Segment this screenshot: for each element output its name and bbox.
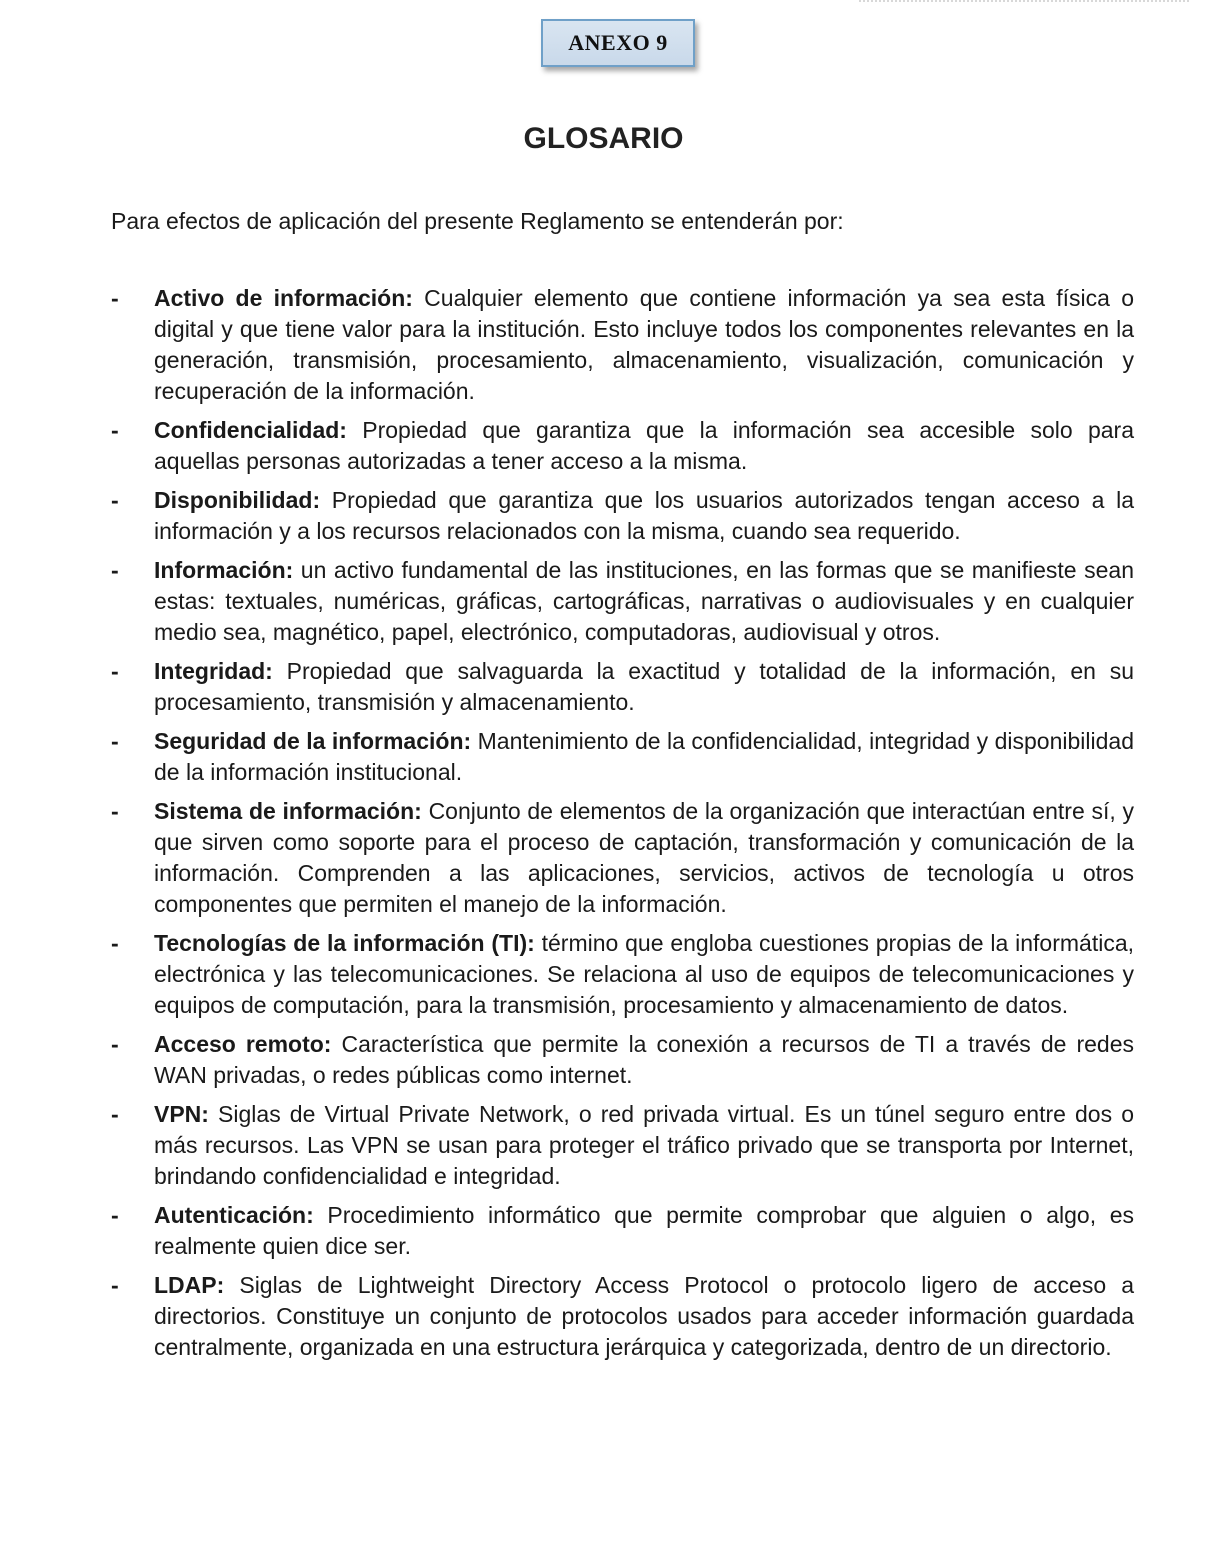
bullet-dash: -	[111, 557, 119, 583]
glossary-term: Confidencialidad:	[154, 417, 347, 443]
glossary-term: Acceso remoto:	[154, 1031, 332, 1057]
glossary-definition: Cualquier elemento que contiene información ya sea esta física o digital y que tiene valor para la institución. Esto incluye todos los componentes relevantes en la generación, transmisión, procesamiento, almacenamiento, visualización, comunicación y recuperación de la información.	[154, 285, 1134, 404]
glossary-definition: Siglas de Virtual Private Network, o red privada virtual. Es un túnel seguro entre dos o más recursos. Las VPN se usan para proteger el tráfico privado que se transporta por Internet, brindando confidencialidad e integridad.	[154, 1101, 1134, 1189]
glossary-term: Integridad:	[154, 658, 273, 684]
bullet-dash: -	[111, 417, 119, 443]
glossary-entry-text	[154, 726, 1134, 788]
glossary-definition: Propiedad que garantiza que la información sea accesible solo para aquellas personas autorizadas a tener acceso a la misma.	[154, 417, 1134, 474]
bullet-dash: -	[111, 487, 119, 513]
bullet-dash: -	[111, 728, 119, 754]
glossary-definition: Propiedad que salvaguarda la exactitud y totalidad de la información, en su procesamiento, transmisión y almacenamiento.	[154, 658, 1134, 715]
bullet-dash: -	[111, 930, 119, 956]
bullet-dash: -	[111, 1101, 119, 1127]
glossary-entry	[111, 1270, 1134, 1363]
glossary-term: LDAP:	[154, 1272, 225, 1298]
glossary-definition: Conjunto de elementos de la organización que interactúan entre sí, y que sirven como soporte para el proceso de captación, transformación y comunicación de la información. Comprenden a las aplicaciones, servicios, activos de tecnología u otros componentes que permiten el manejo de la información.	[154, 798, 1135, 917]
glossary-entry	[111, 1200, 1134, 1262]
intro-paragraph: Para efectos de aplicación del presente Reglamento se entenderán por:	[111, 208, 844, 234]
bullet-dash: -	[111, 285, 119, 311]
glossary-term: Sistema de información:	[154, 798, 422, 824]
page-title: GLOSARIO	[523, 122, 684, 155]
glossary-entry	[111, 485, 1134, 547]
glossary-entry	[111, 796, 1134, 920]
glossary-term: Activo de información:	[154, 285, 413, 311]
glossary-entry-text	[154, 928, 1134, 1021]
glossary-entry	[111, 1029, 1134, 1091]
glossary-term: Autenticación:	[154, 1202, 314, 1228]
glossary-list	[111, 283, 1134, 1371]
glossary-entry	[111, 1099, 1134, 1192]
bullet-dash: -	[111, 1272, 119, 1298]
glossary-definition: un activo fundamental de las instituciones, en las formas que se manifieste sean estas: textuales, numéricas, gráficas, cartográficas, narrativas o audiovisuales y en cualquier medio sea, magnético, papel, electrónico, computadoras, audiovisual y otros.	[154, 557, 1134, 645]
glossary-entry-text	[154, 1200, 1134, 1262]
glossary-definition: término que engloba cuestiones propias de la informática, electrónica y las telecomunicaciones. Se relaciona al uso de equipos de telecomunicaciones y equipos de computación, para la transmisión, procesamiento y almacenamiento de datos.	[154, 930, 1134, 1018]
glossary-entry-text	[154, 1099, 1134, 1192]
bullet-dash: -	[111, 1031, 119, 1057]
bullet-dash: -	[111, 1202, 119, 1228]
annex-label-box	[541, 19, 695, 67]
glossary-entry-text	[154, 796, 1134, 920]
glossary-term: VPN:	[154, 1101, 209, 1127]
glossary-entry	[111, 656, 1134, 718]
glossary-term: Tecnologías de la información (TI):	[154, 930, 535, 956]
glossary-entry	[111, 283, 1134, 407]
glossary-definition: Propiedad que garantiza que los usuarios autorizados tengan acceso a la información y a los recursos relacionados con la misma, cuando sea requerido.	[154, 487, 1134, 544]
glossary-term: Seguridad de la información:	[154, 728, 472, 754]
glossary-term: Información:	[154, 557, 294, 583]
glossary-definition: Siglas de Lightweight Directory Access Protocol o protocolo ligero de acceso a directorios. Constituye un conjunto de protocolos usados para acceder información guardada centralmente, organizada en una estructura jerárquica y categorizada, dentro de un directorio.	[154, 1272, 1134, 1360]
glossary-entry	[111, 555, 1134, 648]
annex-label: ANEXO 9	[568, 30, 668, 55]
glossary-entry-text	[154, 283, 1134, 407]
glossary-entry	[111, 415, 1134, 477]
glossary-term: Disponibilidad:	[154, 487, 321, 513]
glossary-entry	[111, 726, 1134, 788]
glossary-entry-text	[154, 415, 1134, 477]
header-dotted-line	[859, 0, 1189, 2]
glossary-definition: Mantenimiento de la confidencialidad, integridad y disponibilidad de la información institucional.	[154, 728, 1134, 785]
glossary-entry-text	[154, 555, 1134, 648]
glossary-entry-text	[154, 656, 1134, 718]
glossary-entry	[111, 928, 1134, 1021]
glossary-entry-text	[154, 1270, 1134, 1363]
glossary-entry-text	[154, 1029, 1134, 1091]
glossary-entry-text	[154, 485, 1134, 547]
bullet-dash: -	[111, 658, 119, 684]
glossary-definition: Característica que permite la conexión a recursos de TI a través de redes WAN privadas, o redes públicas como internet.	[154, 1031, 1134, 1088]
glossary-definition: Procedimiento informático que permite comprobar que alguien o algo, es realmente quien dice ser.	[154, 1202, 1134, 1259]
bullet-dash: -	[111, 798, 119, 824]
